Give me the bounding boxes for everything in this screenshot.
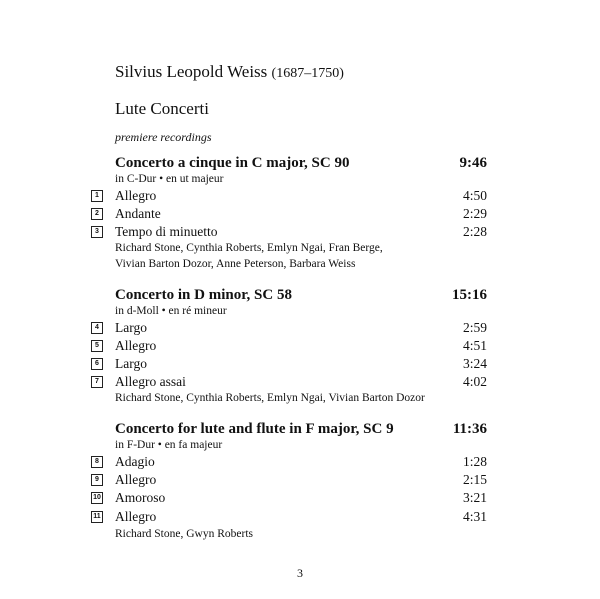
movement-duration: 4:02	[462, 374, 487, 389]
movement-duration: 2:15	[462, 472, 487, 487]
movement-duration: 2:59	[462, 320, 487, 335]
movement-duration: 4:51	[462, 338, 487, 353]
movement-duration: 1:28	[462, 454, 487, 469]
movement-name: Allegro	[115, 472, 157, 487]
work-key: in F-Dur • en fa majeur	[115, 439, 223, 451]
movement-duration: 3:21	[462, 490, 487, 505]
movement-name: Andante	[115, 206, 161, 221]
work-duration: 9:46	[459, 155, 487, 171]
track-number-badge: 11	[91, 511, 103, 523]
movement-duration: 4:50	[462, 188, 487, 203]
track-number-badge: 1	[91, 190, 103, 202]
track-number-badge: 4	[91, 322, 103, 334]
work-key: in d-Moll • en ré mineur	[115, 305, 227, 317]
movement-name: Tempo di minuetto	[115, 224, 218, 239]
composer-dates: (1687–1750)	[271, 66, 344, 81]
movement-duration: 4:31	[462, 509, 487, 524]
work-duration: 11:36	[452, 421, 487, 437]
movement-duration: 3:24	[462, 356, 487, 371]
movement-name: Allegro	[115, 338, 157, 353]
track-number-badge: 5	[91, 340, 103, 352]
track-number-badge: 6	[91, 358, 103, 370]
track-number-badge: 3	[91, 226, 103, 238]
work-title: Concerto for lute and flute in F major, SC 9	[115, 421, 394, 437]
movement-name: Largo	[115, 320, 147, 335]
track-number-badge: 10	[91, 492, 103, 504]
movement-name: Adagio	[115, 454, 155, 469]
movement-name: Largo	[115, 356, 147, 371]
track-number-badge: 2	[91, 208, 103, 220]
track-number-badge: 8	[91, 456, 103, 468]
performers-line: Richard Stone, Cynthia Roberts, Emlyn Ngai, Vivian Barton Dozor	[115, 392, 425, 404]
work-duration: 15:16	[452, 287, 487, 303]
track-number-badge: 9	[91, 474, 103, 486]
performers-line: Richard Stone, Gwyn Roberts	[115, 528, 253, 540]
work-key: in C-Dur • en ut majeur	[115, 173, 224, 185]
composer-name: Silvius Leopold Weiss	[115, 62, 268, 81]
performers-line: Richard Stone, Cynthia Roberts, Emlyn Ngai, Fran Berge,	[115, 242, 383, 254]
work-title: Concerto in D minor, SC 58	[115, 287, 292, 303]
movement-name: Allegro	[115, 188, 157, 203]
composer-heading	[115, 62, 344, 82]
movement-name: Allegro assai	[115, 374, 186, 389]
movement-name: Allegro	[115, 509, 157, 524]
movement-duration: 2:29	[462, 206, 487, 221]
performers-line: Vivian Barton Dozor, Anne Peterson, Barbara Weiss	[115, 258, 356, 270]
album-title: Lute Concerti	[115, 99, 209, 118]
work-title: Concerto a cinque in C major, SC 90	[115, 155, 350, 171]
movement-duration: 2:28	[462, 224, 487, 239]
recording-note: premiere recordings	[115, 130, 212, 144]
movement-name: Amoroso	[115, 490, 166, 505]
track-number-badge: 7	[91, 376, 103, 388]
page-number: 3	[297, 566, 303, 580]
